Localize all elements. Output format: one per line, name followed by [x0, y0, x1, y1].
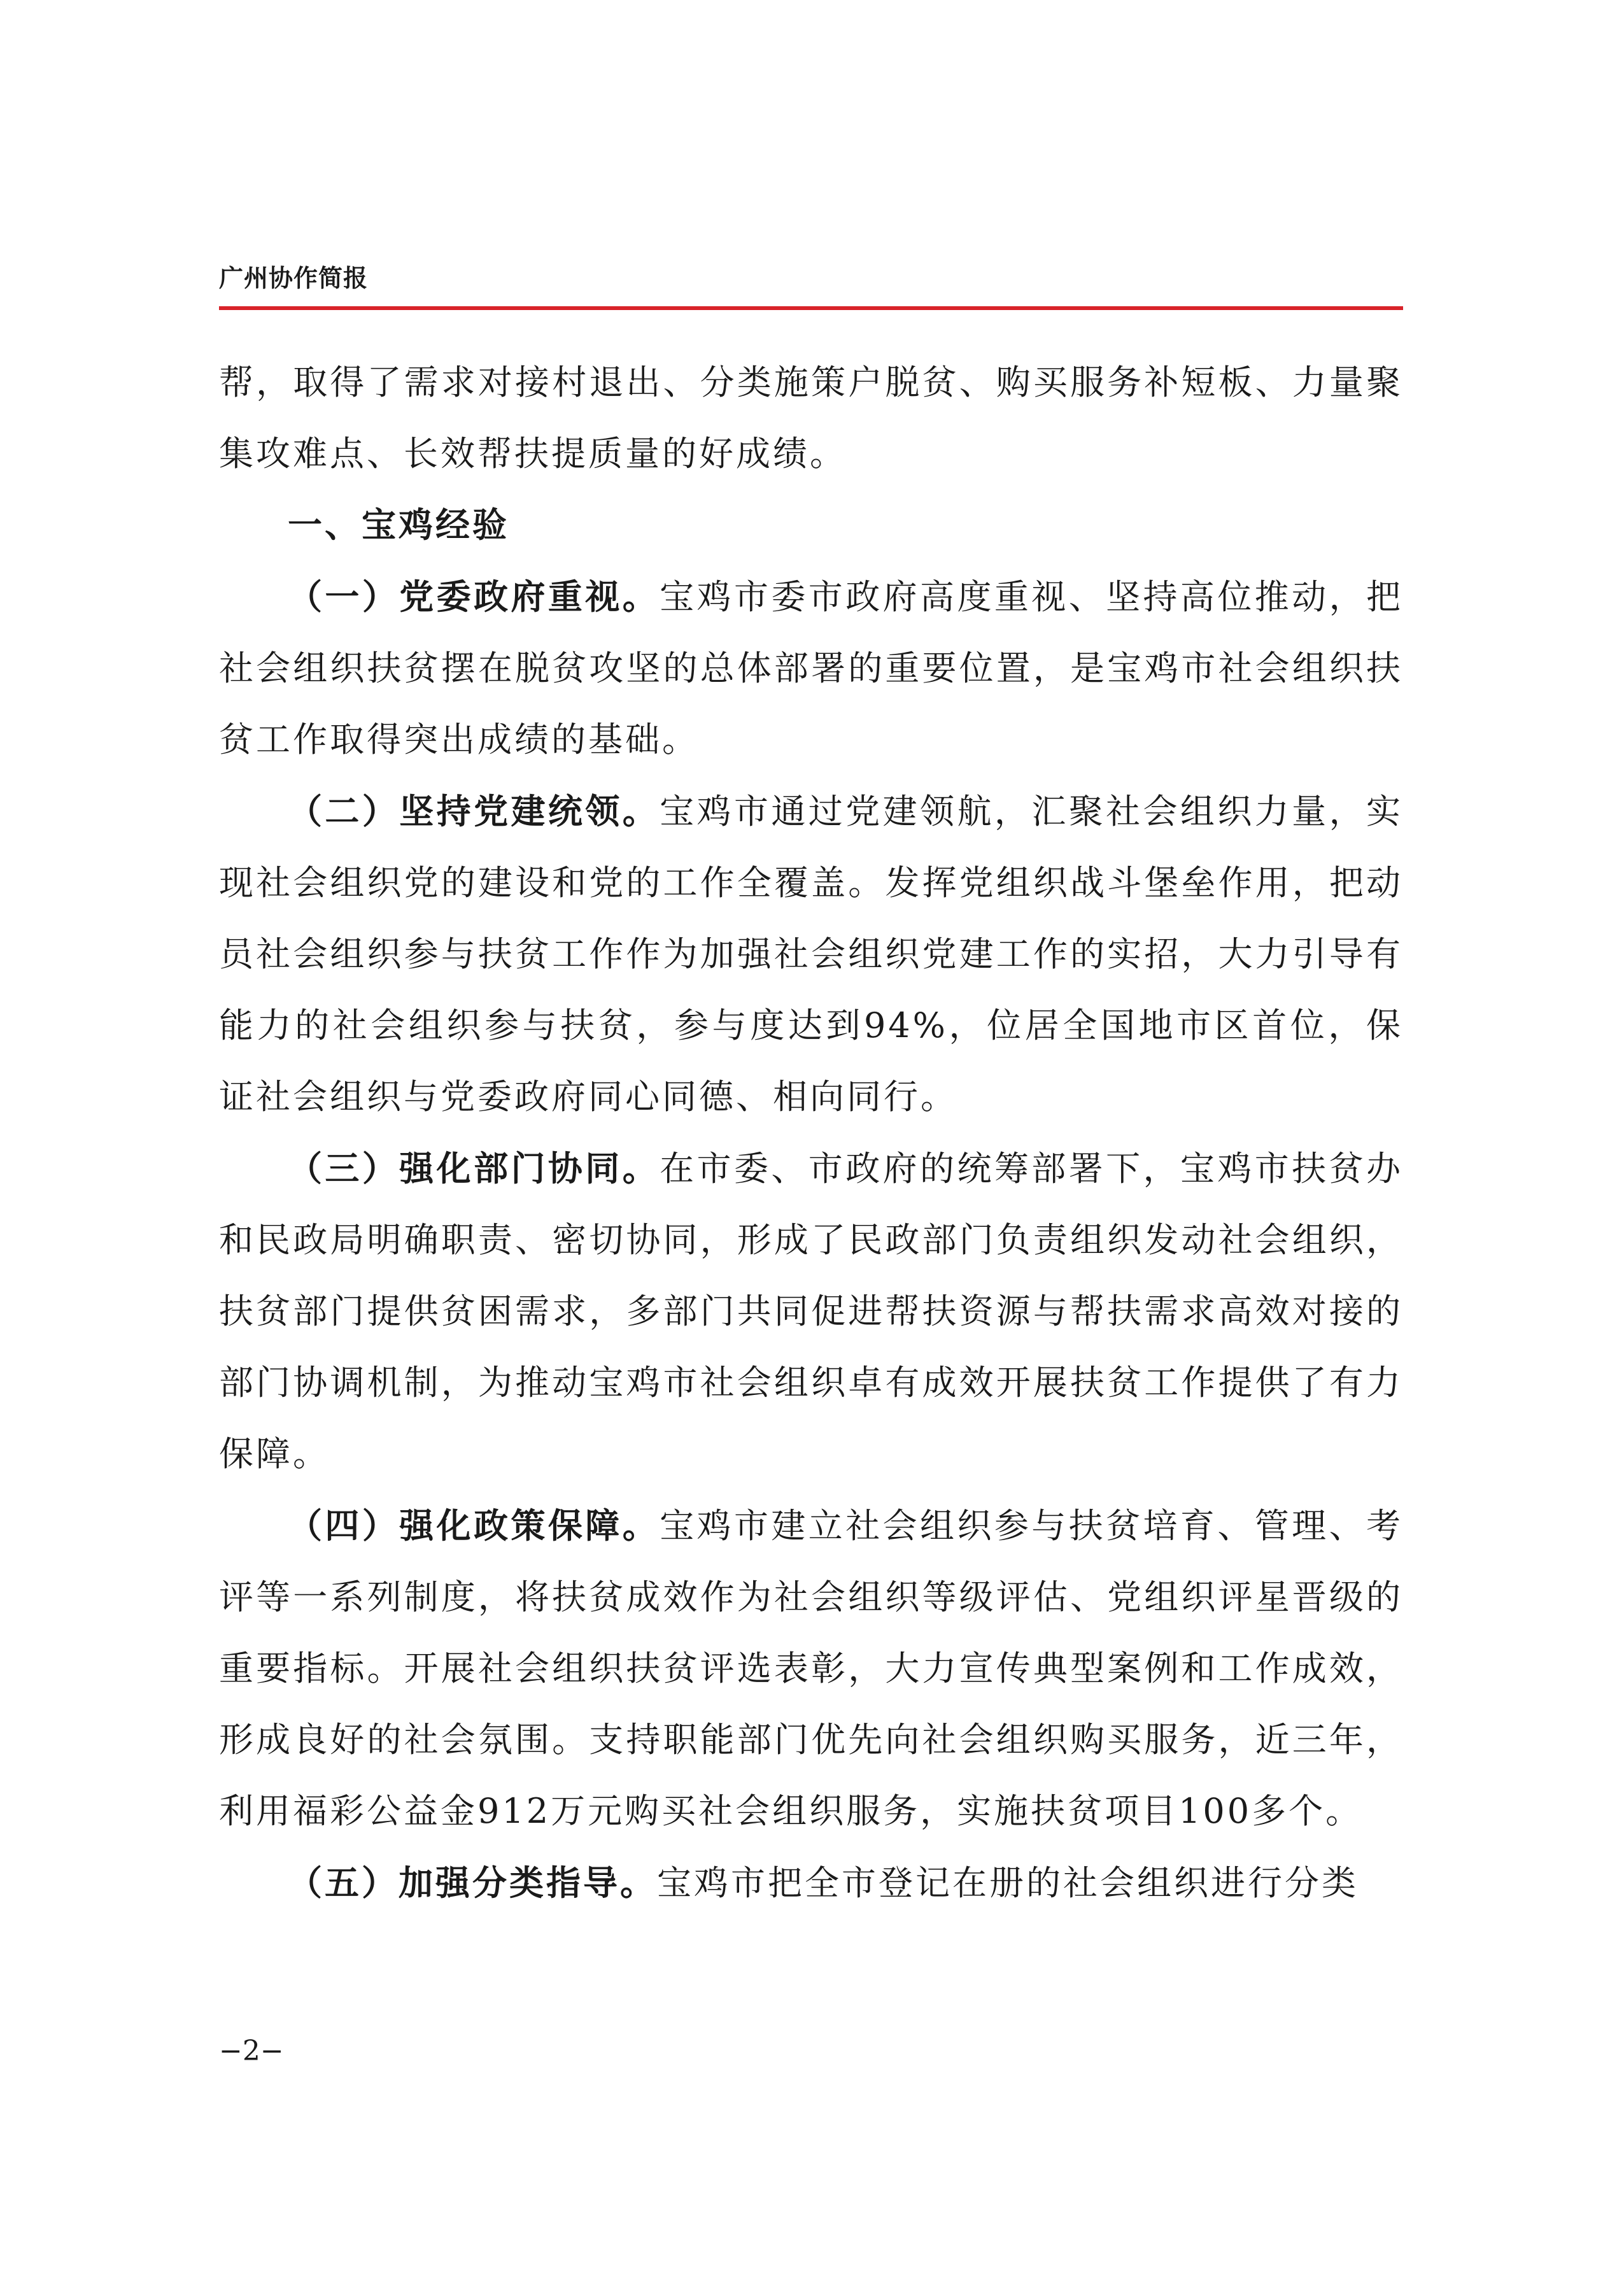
paragraph-item-2 [219, 775, 1403, 1133]
header-divider [219, 306, 1403, 310]
paragraph-lead: （五）加强分类指导。 [288, 1862, 657, 1903]
paragraph-lead: （一）党委政府重视。 [288, 576, 660, 617]
paragraph-item-1 [219, 561, 1403, 775]
paragraph-text: 在市委、市政府的统筹部署下，宝鸡市扶贫办和民政局明确职责、密切协同，形成了民政部门负责组织发动社会组织，扶贫部门提供贫困需求，多部门共同促进帮扶资源与帮扶需求高效对接的部门协调机制，为推动宝鸡市社会组织卓有成效开展扶贫工作提供了有力保障。 [219, 1149, 1404, 1474]
paragraph-item-4 [219, 1490, 1403, 1847]
continuation-paragraph: 帮，取得了需求对接村退出、分类施策户脱贫、购买服务补短板、力量聚集攻难点、长效帮扶提质量的好成绩。 [219, 362, 1403, 474]
paragraph-text: 宝鸡市委市政府高度重视、坚持高位推动，把社会组织扶贫摆在脱贫攻坚的总体部署的重要位置，是宝鸡市社会组织扶贫工作取得突出成绩的基础。 [219, 577, 1404, 760]
paragraph-lead: （四）强化政策保障。 [288, 1505, 660, 1546]
paragraph-lead: （二）坚持党建统领。 [288, 791, 660, 831]
paragraph-lead: （三）强化部门协同。 [288, 1148, 660, 1189]
paragraph-item-5 [219, 1847, 1403, 1919]
document-body [219, 347, 1403, 1919]
paragraph-text: 宝鸡市把全市登记在册的社会组织进行分类 [657, 1863, 1359, 1903]
paragraph-text: 宝鸡市建立社会组织参与扶贫培育、管理、考评等一系列制度，将扶贫成效作为社会组织等级评估、党组织评星晋级的重要指标。开展社会组织扶贫评选表彰，大力宣传典型案例和工作成效，形成良好的社会氛围。支持职能部门优先向社会组织购买服务，近三年，利用福彩公益金912万元购买社会组织服务，实施扶贫项目100多个。 [219, 1506, 1404, 1831]
paragraph-text: 宝鸡市通过党建领航，汇聚社会组织力量，实现社会组织党的建设和党的工作全覆盖。发挥党组织战斗堡垒作用，把动员社会组织参与扶贫工作作为加强社会组织党建工作的实招，大力引导有能力的社会组织参与扶贫，参与度达到94%，位居全国地市区首位，保证社会组织与党委政府同心同德、相向同行。 [219, 791, 1404, 1117]
section-heading: 一、宝鸡经验 [288, 505, 509, 545]
paragraph-item-3 [219, 1133, 1403, 1490]
page-number: −2− [219, 2035, 284, 2067]
publication-title: 广州协作简报 [219, 264, 369, 292]
